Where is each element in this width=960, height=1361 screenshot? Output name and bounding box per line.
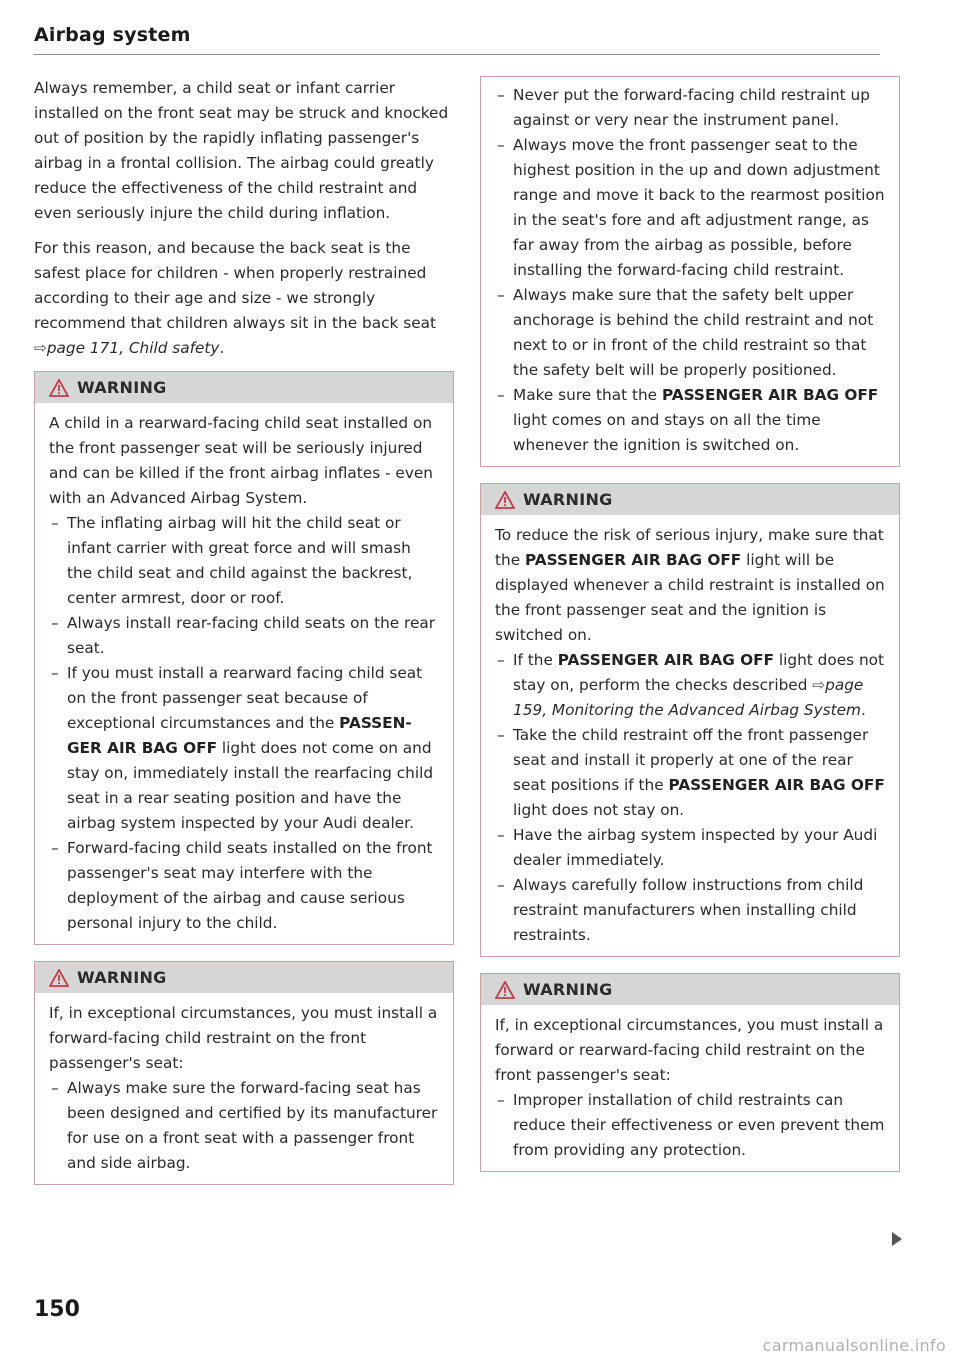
list-item: – Always make sure the forward-facing seat has been designed and certified by its manufacturer for use on a front seat with a passenger front and side airbag. (49, 1076, 439, 1176)
list-item (49, 661, 439, 836)
indicator-label: PASSENGER AIR BAG OFF (661, 386, 879, 404)
warning-triangle-icon (49, 379, 69, 397)
header-rule (34, 54, 880, 55)
warning-title: WARNING (523, 490, 613, 509)
body-text (34, 76, 454, 361)
warning-list (49, 1076, 439, 1176)
page-header (34, 24, 880, 55)
warning-content (35, 403, 453, 944)
warning-triangle-icon (495, 981, 515, 999)
warning-header (35, 962, 453, 993)
warning-box-3 (480, 483, 900, 957)
warning-list (49, 511, 439, 936)
text: For this reason, and because the back seat is the safest place for children - when properly restrained according to their age and size - we strongly recommend that children always sit in the back seat (34, 239, 436, 332)
text: light does not stay on. (513, 801, 685, 819)
warning-header (35, 372, 453, 403)
warning-header (481, 974, 899, 1005)
text: light does not stay on, perform the checks described (513, 651, 885, 694)
list-item: – Have the airbag system inspected by your Audi dealer immediately. (495, 823, 885, 873)
text: light will be displayed whenever a child restraint is installed on the front passenger seat and the ignition is switched on. (495, 551, 885, 644)
warning-list (495, 648, 885, 948)
warning-intro: A child in a rearward-facing child seat installed on the front passenger seat will be seriously injured and can be killed if the front airbag inflates - even with an Advanced Airbag System. (49, 414, 433, 507)
list-item (495, 723, 885, 823)
warning-intro: If, in exceptional circumstances, you must install a forward or rearward-facing child restraint on the front passenger's seat: (495, 1016, 884, 1084)
warning-list (495, 83, 885, 458)
section-title: Airbag system (34, 24, 191, 46)
text: light comes on and stays on all the time whenever the ignition is switched on. (513, 411, 821, 454)
warning-title: WARNING (523, 980, 613, 999)
warning-title: WARNING (77, 968, 167, 987)
list-item: – Forward-facing child seats installed on the front passenger's seat may interfere with the deployment of the airbag and cause serious personal injury to the child. (49, 836, 439, 936)
warning-triangle-icon (49, 969, 69, 987)
left-column (34, 76, 454, 1197)
cross-reference-link[interactable]: page 159, Monitoring the Advanced Airbag System (513, 676, 864, 719)
cross-reference-link[interactable]: page 171, Child safety (46, 339, 220, 357)
list-item (495, 648, 885, 723)
right-column (480, 76, 900, 1184)
warning-box-4 (480, 973, 900, 1172)
text: To reduce the risk of serious injury, make sure that the (495, 526, 884, 569)
list-item: – Always install rear-facing child seats on the rear seat. (49, 611, 439, 661)
indicator-label: PASSENGER AIR BAG OFF (557, 651, 775, 669)
list-item (495, 383, 885, 458)
list-item: – Always make sure that the safety belt upper anchorage is behind the child restraint and not next to or in front of the child restraint so that the safety belt will be properly positioned. (495, 283, 885, 383)
warning-box-1 (34, 371, 454, 945)
warning-intro (495, 523, 885, 648)
warning-content (481, 77, 899, 466)
indicator-label: PASSENGER AIR BAG OFF (67, 714, 412, 757)
warning-continuation-box (480, 76, 900, 467)
text: Take the child restraint off the front passenger seat and install it properly at one of the rear seat positions if the (513, 726, 869, 794)
text: If you must install a rearward facing child seat on the front passenger seat because of exceptional circumstances and the (67, 664, 423, 732)
continued-arrow-icon (892, 1232, 902, 1246)
warning-intro: If, in exceptional circumstances, you must install a forward-facing child restraint on the front passenger's seat: (49, 1004, 438, 1072)
text: light does not come on and stay on, immediately install the rearfacing child seat in a rear seating position and have the airbag system inspected by your Audi dealer. (67, 739, 434, 832)
warning-header (481, 484, 899, 515)
list-item: – Improper installation of child restraints can reduce their effectiveness or even prevent them from providing any protection. (495, 1088, 885, 1163)
cross-reference-arrow-icon: ⇨ (812, 676, 826, 694)
text: . (860, 701, 866, 719)
warning-content (35, 993, 453, 1184)
page-number: 150 (34, 1297, 80, 1322)
warning-box-2 (34, 961, 454, 1185)
warning-triangle-icon (495, 491, 515, 509)
list-item: – The inflating airbag will hit the child seat or infant carrier with great force and will smash the child seat and child against the backrest, center armrest, door or roof. (49, 511, 439, 611)
text: Make sure that the (513, 386, 662, 404)
cross-reference-arrow-icon: ⇨ (34, 339, 47, 357)
text: If the (513, 651, 558, 669)
warning-content (481, 515, 899, 956)
list-item: – Always move the front passenger seat to the highest position in the up and down adjustment range and move it back to the rearmost position in the seat's fore and aft adjustment range, as far away from the airbag as possible, before installing the forward-facing child restraint. (495, 133, 885, 283)
indicator-label: PASSENGER AIR BAG OFF (524, 551, 742, 569)
paragraph-recommendation (34, 236, 454, 361)
watermark: carmanualsonline.info (762, 1336, 946, 1355)
warning-list (495, 1088, 885, 1163)
text: . (219, 339, 225, 357)
warning-content (481, 1005, 899, 1171)
list-item: – Never put the forward-facing child restraint up against or very near the instrument panel. (495, 83, 885, 133)
indicator-label: PASSENGER AIR BAG OFF (668, 776, 885, 794)
paragraph-intro: Always remember, a child seat or infant carrier installed on the front seat may be struck and knocked out of position by the rapidly inflating passenger's airbag in a frontal collision. The airbag could greatly reduce the effectiveness of the child restraint and even seriously injure the child during inflation. (34, 79, 449, 222)
list-item: – Always carefully follow instructions from child restraint manufacturers when installing child restraints. (495, 873, 885, 948)
warning-title: WARNING (77, 378, 167, 397)
